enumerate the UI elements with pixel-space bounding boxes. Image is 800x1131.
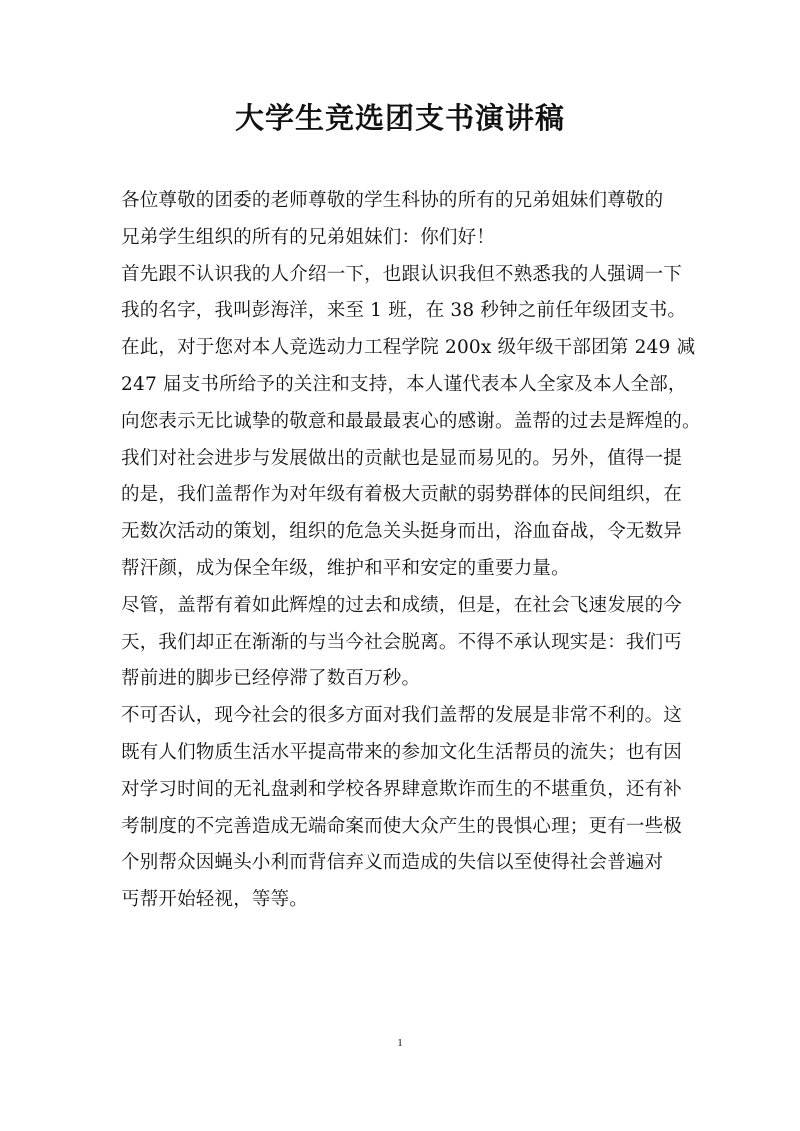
text-line: 在此，对于您对本人竞选动力工程学院 200x 级年级干部团第 249 减 xyxy=(121,337,696,359)
text-line: 考制度的不完善造成无端命案而使大众产生的畏惧心理；更有一些极 xyxy=(121,815,683,837)
text-line: 247 届支书所给予的关注和支持，本人谨代表本人全家及本人全部， xyxy=(121,373,687,395)
text-line: 的是，我们盖帮作为对年级有着极大贡献的弱势群体的民间组织，在 xyxy=(121,484,683,506)
text-line: 帮前进的脚步已经停滞了数百万秒。 xyxy=(121,668,421,690)
text-line: 丐帮开始轻视，等等。 xyxy=(121,889,309,911)
document-title: 大学生竞选团支书演讲稿 xyxy=(234,101,565,135)
text-line: 无数次活动的策划，组织的危急关头挺身而出，浴血奋战，令无数异 xyxy=(121,521,683,543)
text-line: 天，我们却正在渐渐的与当今社会脱离。不得不承认现实是：我们丐 xyxy=(121,631,683,653)
text-line: 首先跟不认识我的人介绍一下，也跟认识我但不熟悉我的人强调一下 xyxy=(121,263,683,285)
text-line: 个别帮众因蝇头小利而背信弃义而造成的失信以至使得社会普遍对 xyxy=(121,852,664,874)
text-line: 对学习时间的无礼盘剥和学校各界肆意欺诈而生的不堪重负，还有补 xyxy=(121,778,683,800)
text-line: 不可否认，现今社会的很多方面对我们盖帮的发展是非常不利的。这 xyxy=(121,705,683,727)
text-line: 兄弟学生组织的所有的兄弟姐妹们：你们好！ xyxy=(121,226,496,248)
text-line: 我的名字，我叫彭海洋，来至 1 班，在 38 秒钟之前任年级团支书。 xyxy=(121,300,687,322)
text-line: 既有人们物质生活水平提高带来的参加文化生活帮员的流失；也有因 xyxy=(121,741,683,763)
text-line: 向您表示无比诚挚的敬意和最最最衷心的感谢。盖帮的过去是辉煌的。 xyxy=(121,410,701,432)
text-line: 尽管，盖帮有着如此辉煌的过去和成绩，但是，在社会飞速发展的今 xyxy=(121,594,683,616)
document-body xyxy=(121,183,711,919)
page-number: 1 xyxy=(397,1037,403,1049)
text-line: 各位尊敬的团委的老师尊敬的学生科协的所有的兄弟姐妹们尊敬的 xyxy=(121,190,664,211)
text-line: 帮汗颜，成为保全年级，维护和平和安定的重要力量。 xyxy=(121,557,570,579)
text-line: 我们对社会进步与发展做出的贡献也是显而易见的。另外，值得一提 xyxy=(121,447,683,469)
